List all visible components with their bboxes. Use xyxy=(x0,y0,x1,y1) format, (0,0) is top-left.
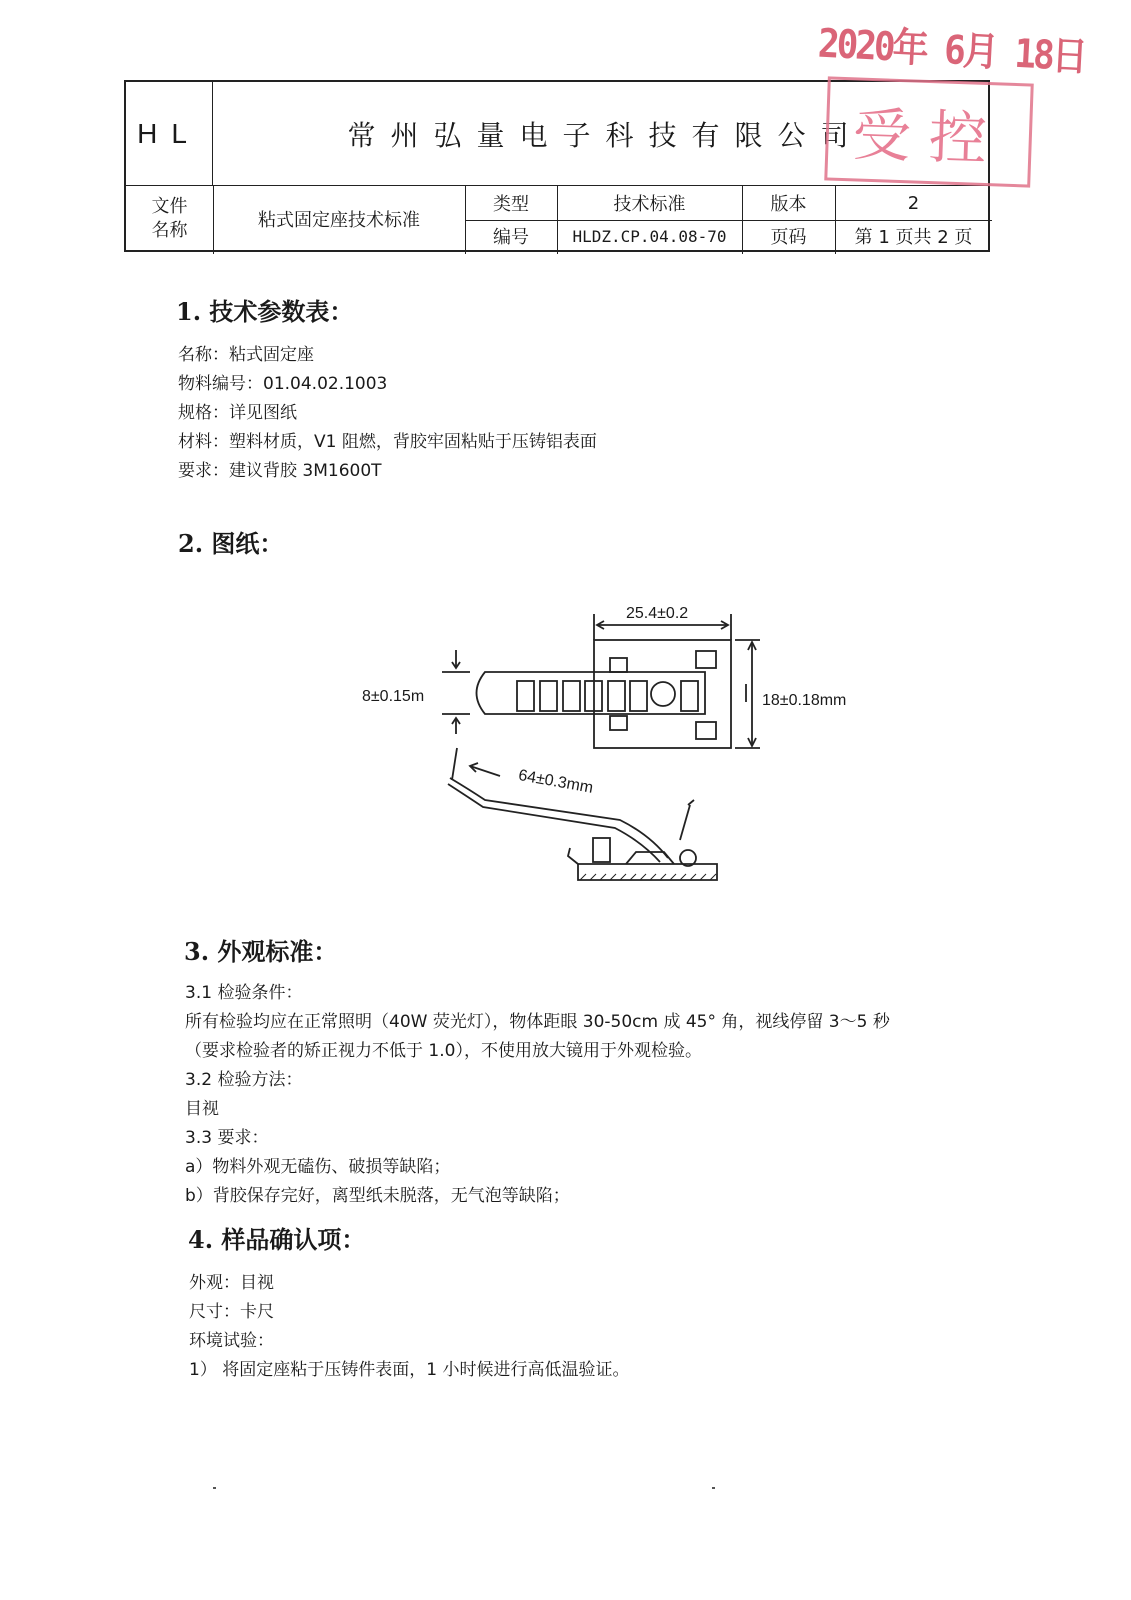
spec-name: 名称：粘式固定座 xyxy=(178,345,314,365)
section-3-title: 3. 外观标准： xyxy=(184,937,338,966)
inspection-method-heading: 3.2 检验方法： xyxy=(185,1070,303,1090)
dim-base-height: 18±0.18mm xyxy=(762,692,847,709)
dim-length: 64±0.3mm xyxy=(517,767,595,797)
number-value: HLDZ.CP.04.08-70 xyxy=(572,226,727,246)
sample-environment-step-1: 1） 将固定座粘于压铸件表面，1 小时候进行高低温验证。 xyxy=(189,1360,630,1380)
requirement-b: b）背胶保存完好，离型纸未脱落，无气泡等缺陷； xyxy=(185,1186,570,1206)
inspection-method-text: 目视 xyxy=(185,1099,219,1119)
scan-speck xyxy=(213,1487,216,1489)
spec-material: 材料：塑料材质，V1 阻燃，背胶牢固粘贴于压铸铝表面 xyxy=(178,432,597,452)
spec-size: 规格：详见图纸 xyxy=(178,403,297,423)
scan-speck xyxy=(712,1487,715,1489)
page-label: 页码 xyxy=(770,227,807,248)
type-label: 类型 xyxy=(493,194,529,215)
company-logo: HL xyxy=(126,82,213,185)
file-name-label: 文件名称 xyxy=(151,196,188,241)
date-stamp: 2020年 6月 18日 xyxy=(816,21,1086,81)
spec-requirement: 要求：建议背胶 3M1600T xyxy=(178,461,382,481)
requirement-a: a）物料外观无磕伤、破损等缺陷； xyxy=(185,1157,451,1177)
inspection-conditions-heading: 3.1 检验条件： xyxy=(185,983,303,1003)
section-2-title: 2. 图纸： xyxy=(178,529,284,558)
type-value: 技术标准 xyxy=(613,194,686,215)
file-name-value: 粘式固定座技术标准 xyxy=(258,210,420,231)
requirements-heading: 3.3 要求： xyxy=(185,1128,269,1148)
technical-drawing xyxy=(340,595,880,895)
controlled-stamp: 受控 xyxy=(824,76,1034,187)
sample-dimension: 尺寸：卡尺 xyxy=(189,1302,274,1322)
section-1-title: 1. 技术参数表： xyxy=(176,297,354,326)
spec-material-number: 物料编号：01.04.02.1003 xyxy=(178,374,388,394)
dim-strap-height: 8±0.15m xyxy=(362,688,425,705)
version-value: 2 xyxy=(907,192,920,214)
section-4-title: 4. 样品确认项： xyxy=(188,1225,366,1254)
number-label: 编号 xyxy=(493,227,529,248)
company-name: 常州弘量电子科技有限公司 xyxy=(347,118,864,152)
inspection-conditions-text-2: （要求检验者的矫正视力不低于 1.0），不使用放大镜用于外观检验。 xyxy=(185,1041,702,1061)
sample-appearance: 外观：目视 xyxy=(189,1273,274,1293)
inspection-conditions-text-1: 所有检验均应在正常照明（40W 荧光灯），物体距眼 30-50cm 成 45° 角，视线停留 3～5 秒 xyxy=(185,1012,890,1032)
version-label: 版本 xyxy=(770,194,807,215)
page-value: 第 1 页共 2 页 xyxy=(854,227,973,248)
sample-environment-test: 环境试验： xyxy=(189,1331,274,1351)
dim-width: 25.4±0.2 xyxy=(626,605,689,622)
